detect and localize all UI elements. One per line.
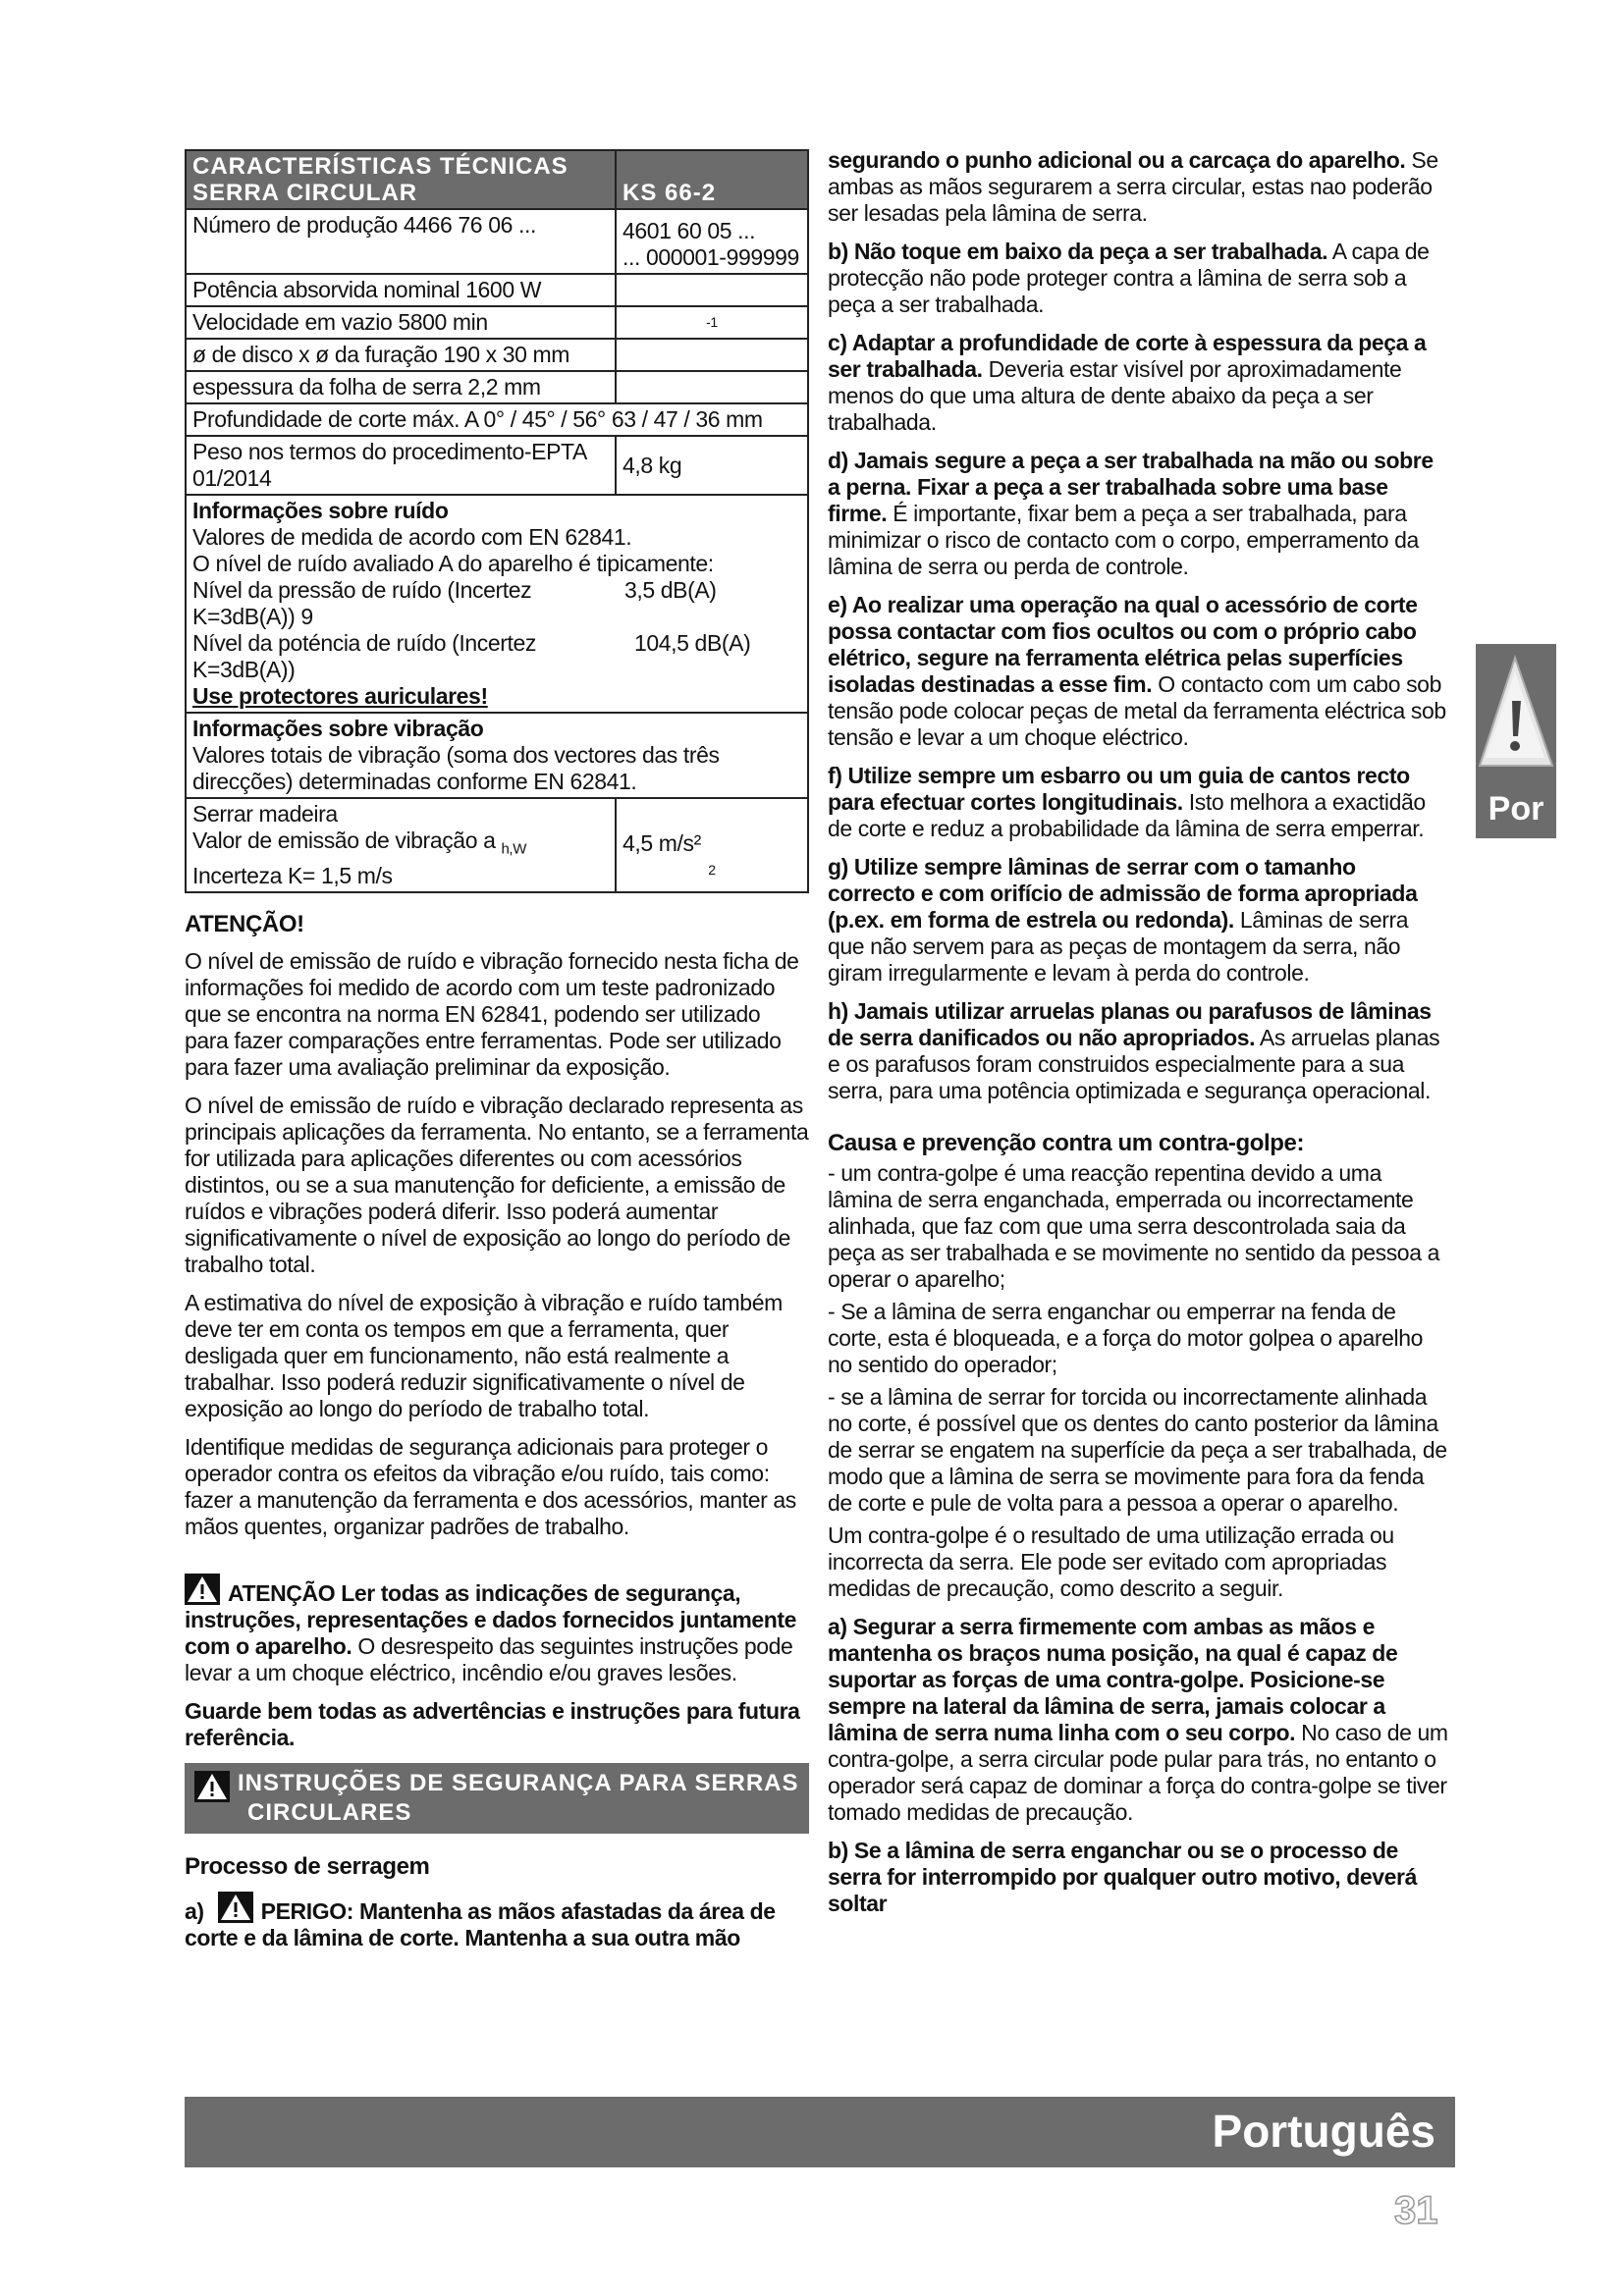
table-row [186,713,808,798]
vibration-title: Informações sobre vibração [192,716,484,741]
rule-h [828,998,1448,1104]
section-banner [185,1763,809,1834]
spec-table [185,149,809,893]
rule-f-bold: f) Utilize sempre um esbarro ou um guia de cantos recto para efectuar cortes longitudinais. [828,763,1410,815]
kickback-rule-a-bold: a) Segurar a serra firmemente com ambas as mãos e mantenha os braços numa posição, na qual é capaz de suportar as forças de uma contra-golpe. Posicione-se sempre na lateral da lâmina de serra, jamais colocar a lâmina de serra numa linha com o seu corpo. [828,1614,1398,1745]
attention-heading: ATENÇÃO! [185,910,304,937]
side-tab-label: Por [1488,790,1544,828]
rule-c-rest: Deveria estar visível por aproximadamente menos do que uma altura de dente abaixo da peça a ser trabalhada. [828,356,1402,435]
danger-item-label: a) [185,1897,204,1924]
vibration-intro: Valores totais de vibração (soma dos vectores das três direcções) determinadas conforme EN 62841. [192,742,720,794]
danger-item-text: PERIGO: Mantenha as mãos afastadas da área de corte e da lâmina de corte. Mantenha a sua outra mão [185,1897,776,1950]
table-row [186,403,808,436]
warning-triangle-icon [194,1771,230,1802]
uncertainty-exponent: 2 [708,861,716,878]
rule-g [828,854,1448,987]
kickback-para-1: - um contra-golpe é uma reacção repentina devido a uma lâmina de serra enganchada, emperrada ou incorrectamente alinhada, que faz com que uma serra descontrolada saia da peça as ser trabalhada e se movimente no sentido da pessoa a operar o aparelho; [828,1160,1439,1292]
kickback-rule-a [828,1614,1448,1826]
kickback-rule-a-rest: No caso de um contra-golpe, a serra circular pode pular para trás, no entanto o operador será capaz de dominar a força do contra-golpe se tiver tomado medidas de precaução. [828,1720,1448,1825]
right-column [828,147,1448,1929]
safety-warning-rest: O desrespeito das seguintes instruções pode levar a um choque eléctrico, incêndio e/ou graves lesões. [185,1632,793,1685]
paragraph-emission-1: O nível de emissão de ruído e vibração fornecido nesta ficha de informações foi medido de acordo com um teste padronizado que se encontra na norma EN 62841, podendo ser utilizado para fazer comparações entre ferramentas. Pode ser utilizado para fazer uma avaliação preliminar da exposição. [185,947,799,1080]
saw-wood-label: Serrar madeira [192,801,338,827]
noise-intro-2: O nível de ruído avaliado A do aparelho é tipicamente: [192,551,714,576]
process-heading: Processo de serragem [185,1852,430,1880]
table-row [186,495,808,713]
rule-e [828,592,1448,751]
kickback-rule-b: b) Se a lâmina de serra enganchar ou se o processo de serra for interrompido por qualquer outro motivo, deverá soltar [828,1838,1417,1916]
spec-speed: Velocidade em vazio 5800 min [186,306,616,339]
table-row [186,436,808,495]
spec-head-line2: SERRA CIRCULAR [192,180,418,206]
spec-cut-depth: Profundidade de corte máx. A 0° / 45° / 56° 63 / 47 / 36 mm [186,403,808,436]
warning-triangle-icon [218,1892,253,1923]
vib-emission-value: 4,5 m/s² [623,829,701,856]
noise-pressure-label: Nível da pressão de ruído (Incertez K=3dB(A)) 9 [192,577,532,629]
spec-disc: ø de disco x ø da furação 190 x 30 mm [186,339,616,371]
spec-table-header [186,150,808,209]
banner-line-2: CIRCULARES [247,1798,412,1826]
footer-bar [185,2097,1455,2167]
table-row [186,798,808,892]
rule-f-rest: Isto melhora a exactidão de corte e reduz a probabilidade da lâmina de serra emperrar. [828,789,1426,841]
ear-protection-notice: Use protectores auriculares! [192,683,488,709]
kickback-para-3: - se a lâmina de serrar for torcida ou incorrectamente alinhada no corte, é possível que os dentes do canto posterior da lâmina de serrar se engatem na superfície da peça a ser trabalhada, de modo que a lâmina de serra se movimente para fora da fenda de corte e pule de volta para a pessoa a operar o aparelho. [828,1384,1447,1516]
paragraph-emission-4: Identifique medidas de segurança adicionais para proteger o operador contra os efeitos da vibração e/ou ruído, tais como: fazer a manutenção da ferramenta e dos acessórios, manter as mãos quentes, organizar padrões de trabalho. [185,1433,796,1539]
safety-warning-bold: ATENÇÃO Ler todas as indicações de segurança, instruções, representações e dados fornecidos juntamente com o aparelho. [185,1579,797,1659]
spec-speed-exponent: -1 [616,306,808,339]
noise-pressure-value: 3,5 dB(A) [624,577,717,603]
keep-instructions: Guarde bem todas as advertências e instruções para futura referência. [185,1697,800,1750]
rule-c [828,330,1448,436]
vib-emission-label: Valor de emissão de vibração a [192,828,496,853]
rule-d [828,448,1448,580]
rule-h-bold: h) Jamais utilizar arruelas planas ou parafusos de lâminas de serra danificados ou não apropriados. [828,998,1432,1050]
paragraph-emission-3: A estimativa do nível de exposição à vibração e ruído também deve ter em conta os tempos em que a ferramenta, quer desligada quer em funcionamento, não está realmente a trabalhar. Isso poderá reduzir significativamente o nível de exposição ao longo do período de trabalho total. [185,1289,783,1421]
table-row [186,306,808,339]
spec-production-value-2: ... 000001-999999 [623,244,799,270]
rule-d-bold: d) Jamais segure a peça a ser trabalhada na mão ou sobre a perna. Fixar a peça a ser trabalhada sobre uma base firme. [828,448,1434,526]
spec-weight-label: Peso nos termos do procedimento-EPTA 01/2014 [186,436,616,495]
rule-g-bold: g) Utilize sempre lâminas de serrar com o tamanho correcto e com orifício de admissão de forma apropriada (p.ex. em forma de estrela ou redonda). [828,854,1418,933]
kickback-para-2: - Se a lâmina de serra enganchar ou emperrar na fenda de corte, esta é bloqueada, e a força do motor golpea o aparelho no sentido do operador; [828,1299,1423,1377]
rule-g-rest: Lâminas de serra que não servem para as peças de montagem da serra, não giram irregularmente e levam à perda do controle. [828,907,1409,986]
danger-item-a [185,1892,809,1951]
page-number: 31 [1394,2189,1438,2232]
rule-h-rest: As arruelas planas e os parafusos foram construidos especialmente para a sua serra, para uma potência optimizada e segurança operacional. [828,1025,1440,1103]
safety-warning [185,1574,809,1686]
spec-power: Potência absorvida nominal 1600 W [186,274,616,306]
caution-sign-icon [1476,650,1556,777]
rule-f [828,763,1448,842]
spec-production-label: Número de produção 4466 76 06 ... [186,209,616,274]
rule-e-rest: O contacto com um cabo sob tensão pode colocar peças de metal da ferramenta eléctrica sob tensão e levar a um choque eléctrico. [828,671,1446,750]
kickback-heading: Causa e prevenção contra um contra-golpe: [828,1130,1305,1156]
rule-e-bold: e) Ao realizar uma operação na qual o acessório de corte possa contactar com fios ocultos ou com o próprio cabo elétrico, segure na ferramenta elétrica pelas superfícies isoladas destinadas a esse fim. [828,592,1418,697]
banner-line-1: INSTRUÇÕES DE SEGURANÇA PARA SERRAS [238,1769,799,1796]
footer-title: Português [1212,2106,1435,2157]
table-row [186,274,808,306]
table-row [186,209,808,274]
noise-title: Informações sobre ruído [192,498,449,523]
table-row [186,339,808,371]
language-side-tab [1476,644,1556,838]
paragraph-emission-2: O nível de emissão de ruído e vibração declarado representa as principais aplicações da ferramenta. No entanto, se a ferramenta for utilizada para aplicações diferentes ou com acessórios distintos, ou se a sua manutenção for deficiente, a emissão de ruídos e vibrações poderá diferir. Isso poderá aumentar significativamente o nível de exposição ao longo do período de trabalho total. [185,1092,809,1277]
paragraph-continued-rest: Se ambas as mãos segurarem a serra circular, estas nao poderão ser lesadas pela lâmina de serra. [828,147,1438,226]
spec-blade-thickness: espessura da folha de serra 2,2 mm [186,371,616,403]
noise-power-value: 104,5 dB(A) [634,630,751,656]
kickback-para-4: Um contra-golpe é o resultado de uma utilização errada ou incorrecta da serra. Ele pode ser evitado com apropriadas medidas de precaução, como descrito a seguir. [828,1522,1394,1601]
paragraph-continued [828,147,1448,227]
spec-model: KS 66-2 [616,150,808,209]
rule-c-bold: c) Adaptar a profundidade de corte à espessura da peça a ser trabalhada. [828,330,1427,382]
table-row [186,371,808,403]
warning-triangle-icon [185,1574,220,1605]
paragraph-continued-bold: segurando o punho adicional ou a carcaça do aparelho. [828,147,1406,173]
noise-intro-1: Valores de medida de acordo com EN 62841. [192,524,632,550]
spec-weight-value: 4,8 kg [616,436,808,495]
left-column [185,149,809,1963]
vib-emission-subscript: h,W [501,840,526,858]
spec-production-value-1: 4601 60 05 ... [623,218,756,243]
uncertainty-label: Incerteza K= 1,5 m/s [192,862,393,888]
noise-power-label: Nível da poténcia de ruído (Incertez K=3dB(A)) [192,630,536,682]
rule-b [828,239,1448,318]
rule-b-bold: b) Não toque em baixo da peça a ser trabalhada. [828,239,1328,264]
spec-head-line1: CARACTERÍSTICAS TÉCNICAS [192,153,568,180]
rule-d-rest: É importante, fixar bem a peça a ser trabalhada, para minimizar o risco de contacto com o corpo, emperramento da lâmina de serra ou perda de controle. [828,501,1419,579]
rule-b-rest: A capa de protecção não pode proteger contra a lâmina de serra sob a peça a ser trabalhada. [828,239,1430,317]
